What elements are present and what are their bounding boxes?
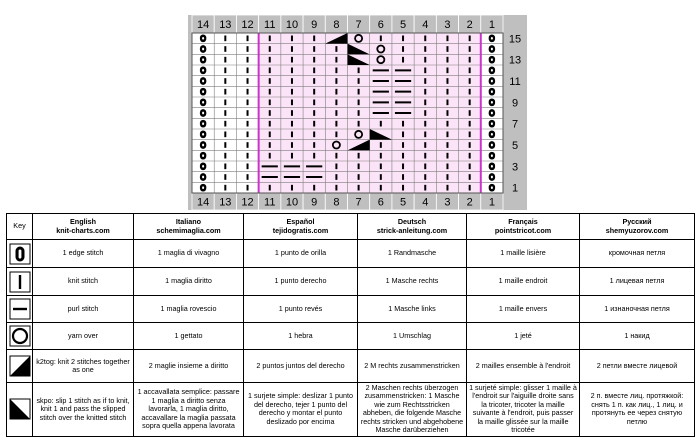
- column-number-top: 14: [196, 19, 210, 31]
- table-cell: 2 петли вместе лицевой: [580, 350, 695, 383]
- table-cell: 1 punto revés: [244, 296, 358, 323]
- key-symbol-cell: [7, 268, 33, 296]
- knit-stitch-icon: [9, 271, 31, 293]
- edge-stitch-symbol-hole: [491, 37, 493, 40]
- table-cell: k2tog: knit 2 stitches together as one: [33, 350, 134, 383]
- table-cell: 1 gettato: [134, 323, 244, 350]
- table-cell: 2 M rechts zusammenstricken: [358, 350, 467, 383]
- row-number: 7: [511, 118, 519, 131]
- edge-stitch-symbol-hole: [491, 165, 493, 168]
- edge-stitch-symbol-hole: [491, 80, 493, 83]
- edge-stitch-symbol-hole: [491, 176, 493, 179]
- table-cell: 1 Randmasche: [358, 240, 467, 268]
- language-header-espanol: Español tejidogratis.com: [244, 214, 358, 240]
- column-number-top: 7: [355, 19, 362, 31]
- edge-stitch-symbol-hole: [491, 122, 493, 125]
- table-cell: 1 maille lisière: [467, 240, 580, 268]
- key-symbol-cell: [7, 240, 33, 268]
- edge-stitch-symbol-hole: [491, 154, 493, 157]
- table-cell: 1 Umschlag: [358, 323, 467, 350]
- column-number-bottom: 12: [241, 196, 254, 209]
- edge-stitch-symbol-hole: [202, 122, 204, 125]
- table-cell: skpo: slip 1 stitch as if to knit, knit 1 and pass the slipped stitch over the knitted stitch: [33, 383, 134, 437]
- column-number-bottom: 1: [488, 196, 495, 209]
- edge-stitch-symbol-hole: [202, 154, 204, 157]
- table-cell: 2 maglie insieme a diritto: [134, 350, 244, 383]
- table-cell: 1 maille envers: [467, 296, 580, 323]
- edge-stitch-symbol-hole: [202, 165, 204, 168]
- column-number-bottom: 7: [355, 196, 362, 209]
- row-number: 5: [511, 140, 519, 152]
- purl-stitch-icon: [9, 298, 31, 320]
- key-symbol-cell: [7, 296, 33, 323]
- edge-stitch-symbol-hole: [202, 176, 204, 179]
- language-header-english: English knit-charts.com: [33, 214, 134, 240]
- edge-stitch-symbol-hole: [202, 186, 204, 189]
- edge-stitch-symbol-hole: [491, 133, 493, 136]
- row-number: 11: [509, 76, 521, 88]
- column-number-top: 2: [466, 19, 473, 31]
- column-number-top: 8: [333, 19, 340, 31]
- row-number: 15: [508, 33, 522, 46]
- edge-stitch-symbol-hole: [202, 80, 204, 83]
- table-cell: 1 Masche links: [358, 296, 467, 323]
- column-number-bottom: 4: [422, 196, 429, 209]
- table-row: [7, 383, 695, 437]
- table-cell: 1 накид: [580, 323, 695, 350]
- column-number-bottom: 6: [377, 196, 384, 209]
- edge-stitch-symbol-hole: [491, 144, 493, 147]
- key-symbol-cell: [7, 383, 33, 437]
- table-cell: 1 maglia rovescio: [134, 296, 244, 323]
- column-number-bottom: 10: [285, 196, 299, 209]
- column-number-bottom: 11: [264, 196, 276, 209]
- column-number-bottom: 3: [444, 196, 451, 209]
- column-number-top: 4: [422, 19, 429, 31]
- skpo-icon: [9, 398, 31, 420]
- edge-stitch-symbol-hole: [491, 69, 493, 72]
- edge-stitch-symbol-hole: [491, 48, 493, 51]
- column-number-top: 1: [488, 19, 495, 31]
- column-number-top: 12: [241, 19, 254, 31]
- knitting-chart: [0, 0, 699, 212]
- edge-stitch-symbol-hole: [202, 101, 204, 104]
- edge-stitch-symbol-hole: [202, 48, 204, 51]
- edge-stitch-symbol-hole: [202, 133, 204, 136]
- table-cell: 1 изнаночная петля: [580, 296, 695, 323]
- column-number-top: 13: [219, 19, 232, 31]
- yarn-over-icon: [9, 325, 31, 347]
- table-cell: 1 punto derecho: [244, 268, 358, 296]
- table-cell: 1 accavallata semplice: passare 1 maglia a diritto senza lavorarla, 1 maglia diritto, accavallare la maglia passata sopra quella appena lavorata: [134, 383, 244, 437]
- table-cell: purl stitch: [33, 296, 134, 323]
- row-number: 9: [511, 97, 519, 110]
- table-cell: 2 п. вместе лиц. протяжкой: снять 1 п. как лиц., 1 лиц. и протянуть ее через снятую петлю: [580, 383, 695, 437]
- table-cell: 1 surjeté simple: glisser 1 maille à l'endroit sur l'aiguille droite sans la tricoter, tricoter la maille suivante à l'endroit, puis passer la maille glissée sur la maille tricotée: [467, 383, 580, 437]
- row-number: 3: [511, 161, 519, 174]
- table-row: [7, 268, 695, 296]
- column-number-bottom: 9: [311, 196, 318, 209]
- table-header-row: [7, 214, 695, 240]
- edge-stitch-symbol-hole: [491, 101, 493, 104]
- edge-stitch-symbol-hole: [202, 69, 204, 72]
- table-cell: 1 jeté: [467, 323, 580, 350]
- column-number-bottom: 13: [219, 196, 232, 209]
- edge-stitch-icon: [9, 243, 31, 265]
- column-number-top: 5: [399, 19, 407, 31]
- edge-stitch-symbol-hole: [491, 112, 493, 115]
- edge-stitch-symbol-hole: [202, 90, 204, 93]
- table-cell: knit stitch: [33, 268, 134, 296]
- edge-stitch-symbol-hole: [202, 144, 204, 147]
- table-cell: 2 puntos juntos del derecho: [244, 350, 358, 383]
- edge-stitch-symbol-hole: [202, 58, 204, 61]
- table-cell: 1 maille endroit: [467, 268, 580, 296]
- column-number-bottom: 5: [399, 196, 407, 209]
- table-cell: 2 mailles ensemble à l'endroit: [467, 350, 580, 383]
- row-number: 1: [511, 182, 519, 195]
- table-row: [7, 323, 695, 350]
- language-header-italiano: Italiano schemimaglia.com: [134, 214, 244, 240]
- column-number-bottom: 14: [196, 196, 210, 209]
- edge-stitch-symbol-hole: [202, 37, 204, 40]
- row-number: 13: [508, 54, 522, 67]
- column-number-top: 9: [311, 19, 318, 31]
- table-cell: 1 punto de orilla: [244, 240, 358, 268]
- key-symbol-cell: [7, 350, 33, 383]
- table-cell: 1 maglia diritto: [134, 268, 244, 296]
- edge-stitch-symbol-hole: [491, 90, 493, 93]
- table-cell: 1 edge stitch: [33, 240, 134, 268]
- column-number-bottom: 2: [466, 196, 473, 209]
- table-row: [7, 296, 695, 323]
- column-number-top: 6: [377, 19, 384, 31]
- table-row: [7, 240, 695, 268]
- table-cell: yarn over: [33, 323, 134, 350]
- language-header-russian: Русский shemyuzorov.com: [580, 214, 695, 240]
- column-number-top: 11: [264, 19, 276, 31]
- edge-stitch-symbol-hole: [202, 112, 204, 115]
- table-cell: 1 hebra: [244, 323, 358, 350]
- table-cell: 1 лицевая петля: [580, 268, 695, 296]
- table-cell: 1 maglia di vivagno: [134, 240, 244, 268]
- key-header: Key: [7, 214, 33, 240]
- table-cell: 1 surjete simple: deslizar 1 punto del derecho, tejer 1 punto del derecho y montar el punto deslizado por encima: [244, 383, 358, 437]
- table-cell: 1 Masche rechts: [358, 268, 467, 296]
- column-number-bottom: 8: [333, 196, 340, 209]
- key-symbol-cell: [7, 323, 33, 350]
- column-number-top: 3: [444, 19, 451, 31]
- symbol-key-table: [6, 213, 695, 437]
- edge-stitch-symbol-hole: [491, 186, 493, 189]
- edge-stitch-symbol-hole: [491, 58, 493, 61]
- k2tog-icon: [9, 355, 31, 377]
- language-header-deutsch: Deutsch strick-anleitung.com: [358, 214, 467, 240]
- language-header-francais: Français pointstricot.com: [467, 214, 580, 240]
- column-number-top: 10: [285, 19, 299, 31]
- table-row: [7, 350, 695, 383]
- table-cell: 2 Maschen rechts überzogen zusammenstricken: 1 Masche wie zum Rechtsstricken abheben, die folgende Masche rechts stricken und abgehobene Masche darüberziehen: [358, 383, 467, 437]
- table-cell: кромочная петля: [580, 240, 695, 268]
